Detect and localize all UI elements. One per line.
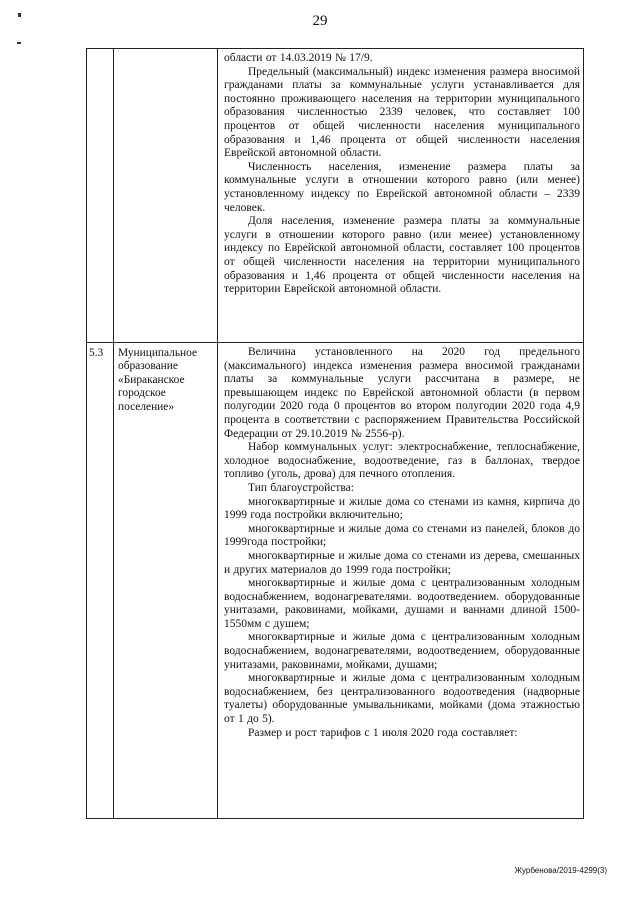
paragraph: области от 14.03.2019 № 17/9. (224, 52, 373, 64)
scan-artifact-mark (18, 13, 21, 17)
description-cell (218, 343, 584, 819)
row-number-cell: 5.3 (87, 343, 114, 819)
paragraph: многоквартирные и жилые дома с централизованным холодным водоснабжением, без централизованного водоотведения (надворные туалеты) оборудованные умывальниками, мойками (дома этажностью от 1 до 5). (224, 672, 580, 726)
table-row (87, 49, 584, 343)
paragraph: многоквартирные и жилые дома со стенами из панелей, блоков до 1999года постройки; (224, 522, 580, 549)
paragraph: многоквартирные и жилые дома с централизованным холодным водоснабжением, водонагревателями. водоотведением. оборудованные унитазами, раковинами, мойками, душами и ваннами длиной 1500-1550мм с душем; (224, 577, 580, 630)
table-row (87, 343, 584, 819)
row-number-cell (87, 49, 114, 343)
paragraph: Численность населения, изменение размера платы за коммунальные услуги в отношении которого равно (или менее) установленному индексу по Еврейской автономной области – 2339 человек. (224, 160, 580, 214)
paragraph: многоквартирные и жилые дома со стенами из камня, кирпича до 1999 года постройки включительно; (224, 495, 580, 522)
paragraph: многоквартирные и жилые дома с централизованным холодным водоснабжением, водонагревателями, водоотведением, оборудованные унитазами, раковинами, мойками, душами; (224, 631, 580, 671)
document-table (86, 48, 584, 819)
description-cell (218, 49, 584, 343)
paragraph: Тип благоустройства: (248, 481, 354, 494)
paragraph: Набор коммунальных услуг: электроснабжение, теплоснабжение, холодное водоснабжение, водоотведение, газ в баллонах, твердое топливо (уголь, дрова) для печного отопления. (224, 441, 580, 481)
paragraph: Доля населения, изменение размера платы за коммунальные услуги в отношении которого равно (или менее) установленному индексу по Еврейской автономной области, составляет 100 процентов от общей численности населения на территории муниципального образования и 1,46 процента от общей численности населения на территории Еврейской автономной области. (224, 215, 580, 296)
paragraph: Размер и рост тарифов с 1 июля 2020 года составляет: (248, 726, 518, 739)
page-number: 29 (312, 13, 328, 29)
scan-artifact-mark (17, 42, 21, 44)
paragraph: Величина установленного на 2020 год предельного (максимального) индекса изменения размера вносимой гражданами платы за коммунальные услуги рассчитана в размере, не превышающем индекс по Еврейской автономной области (в первом полугодии 2020 года 0 процентов во втором полугодии 2020 года 4,9 процента в соответствии с распоряжением Правительства Российской Федерации от 29.10.2019 № 2556-р). (224, 346, 580, 440)
paragraph: многоквартирные и жилые дома со стенами из дерева, смешанных и других материалов до 1999 года постройки; (224, 549, 580, 576)
paragraph: Предельный (максимальный) индекс изменения размера вносимой гражданами платы за коммунальные услуги устанавливается для постоянно проживающего населения на территории муниципального образования численностью 2339 человек, что составляет 100 процентов от общей численности населения муниципального образования и 1,46 процента от общей численности населения Еврейской автономной области. (224, 65, 580, 160)
municipality-name-cell (114, 49, 218, 343)
municipality-name-cell: Муниципальное образование «Бираканское городское поселение» (114, 343, 218, 819)
document-code: Журбенова/2019-4299(3) (514, 866, 607, 875)
